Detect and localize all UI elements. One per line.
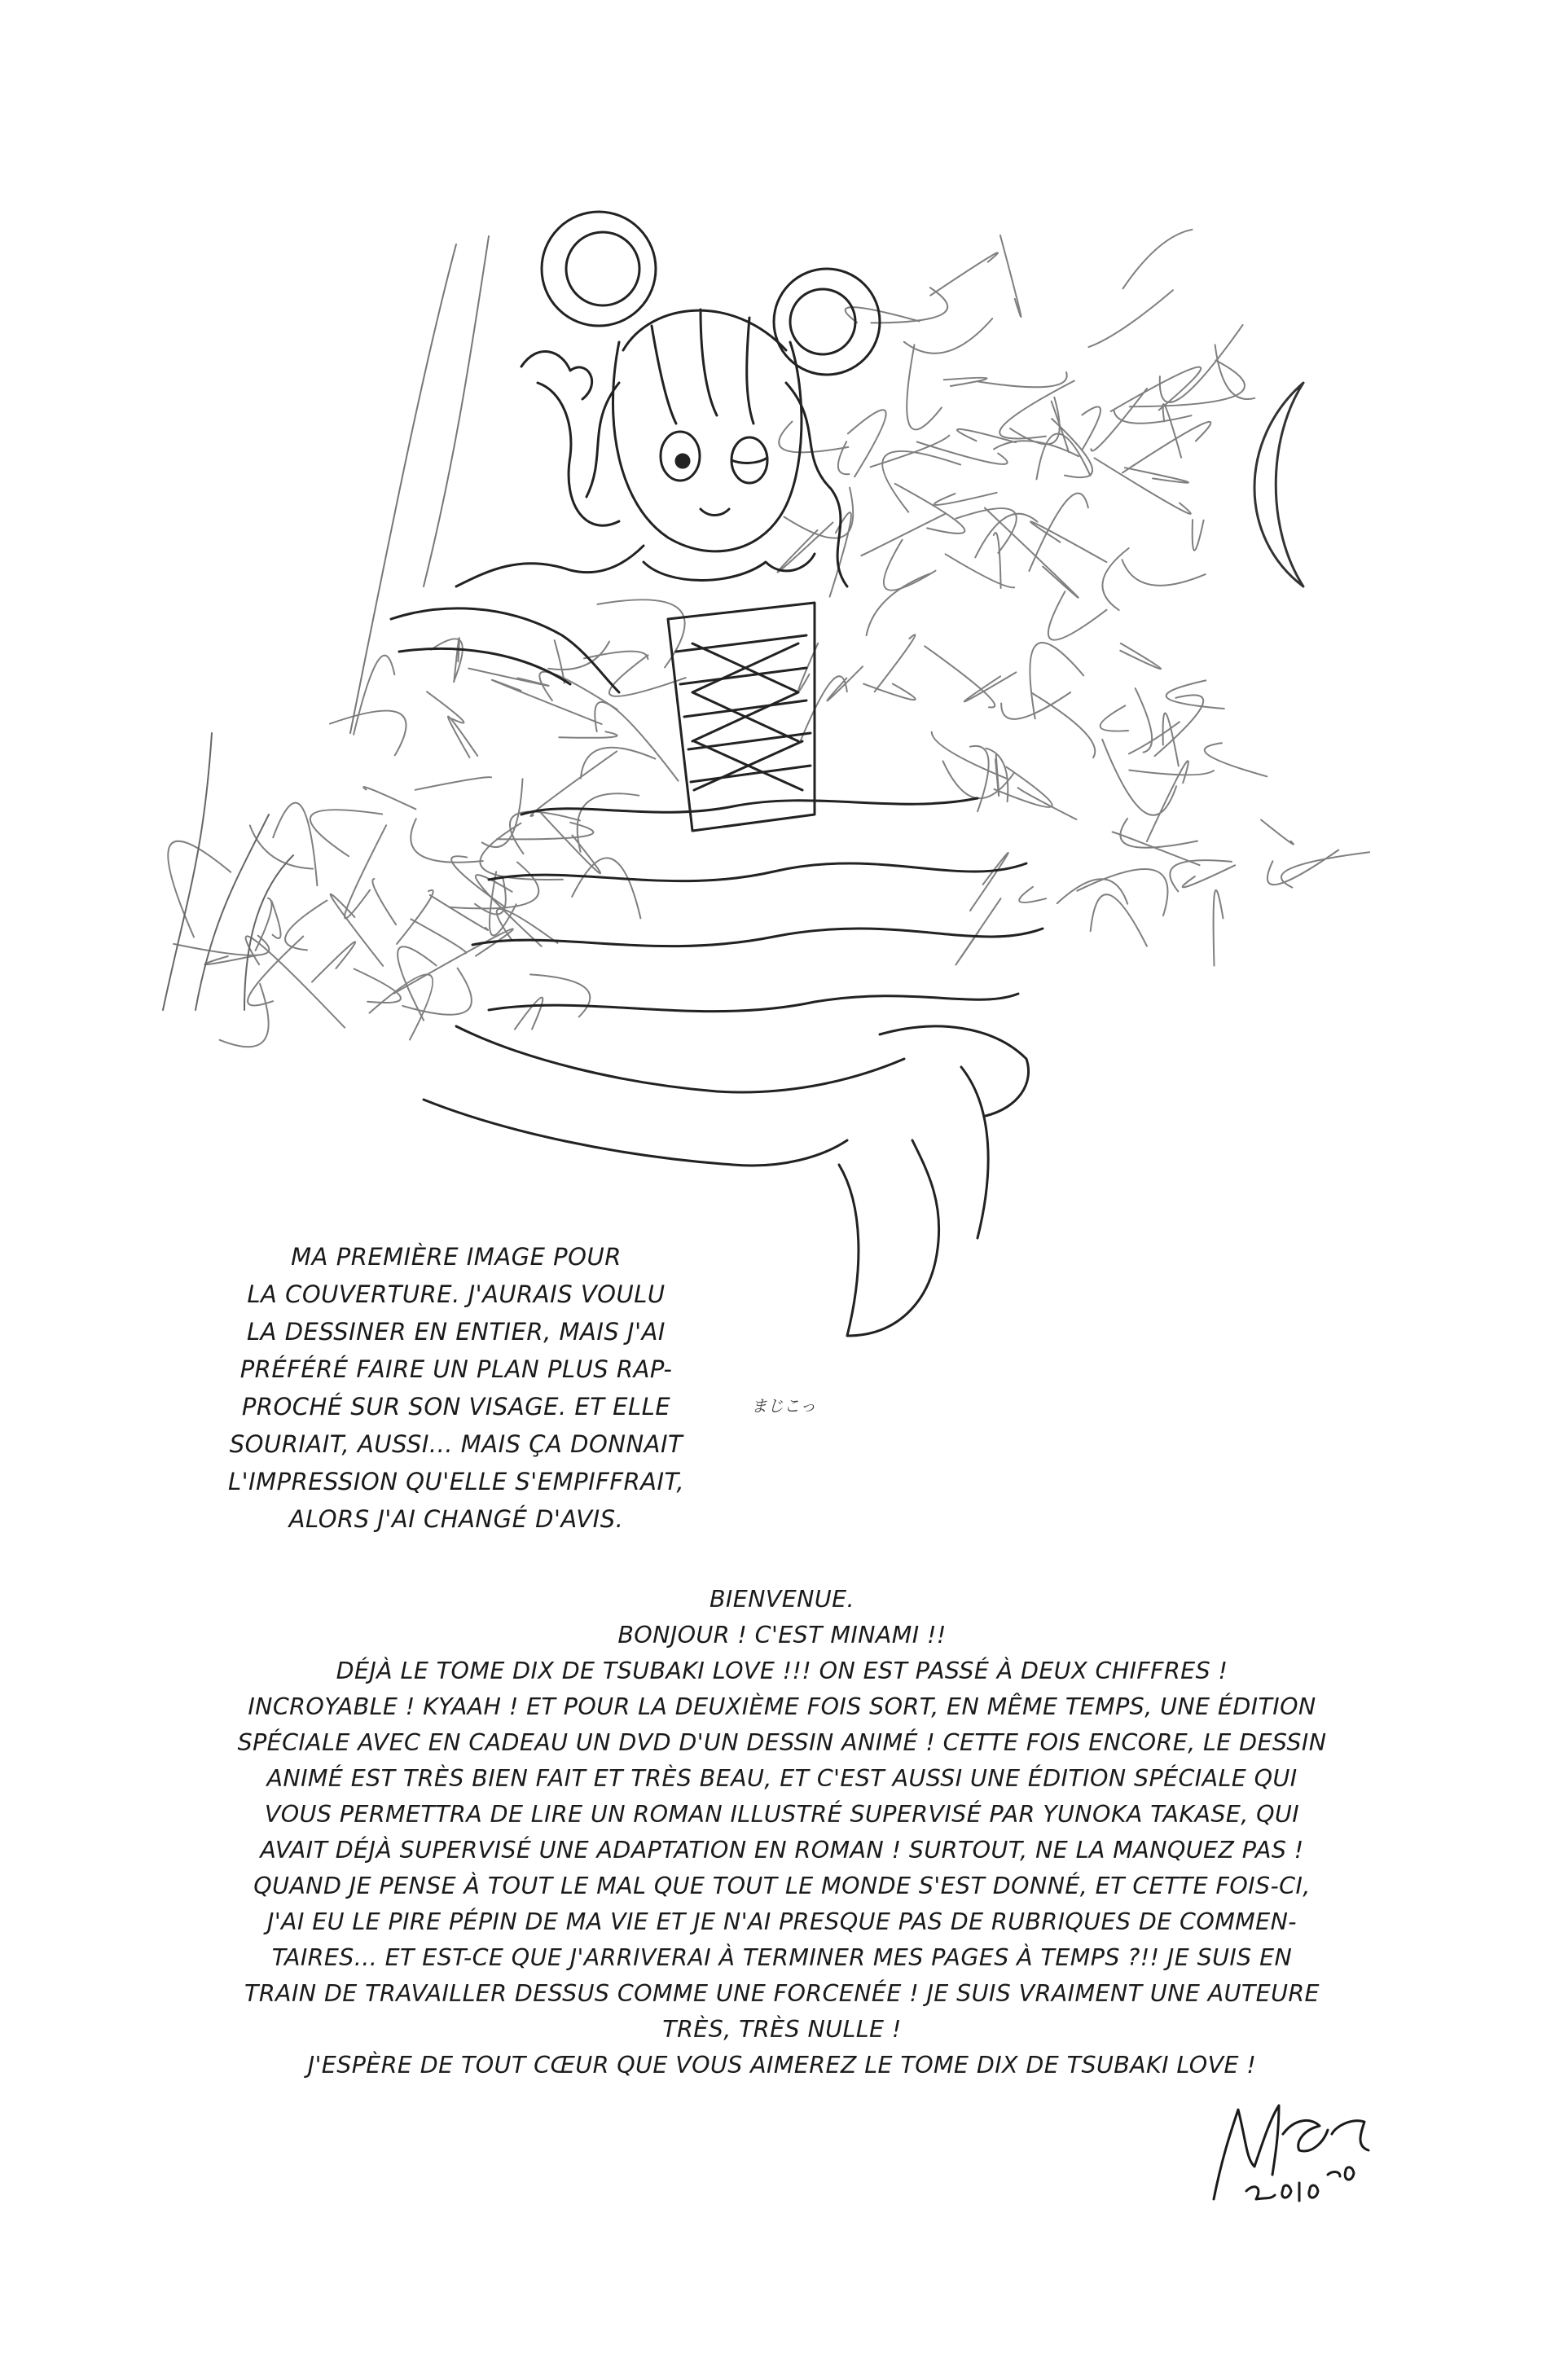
pencil-scribble-stroke <box>957 429 1016 442</box>
pencil-scribble-stroke <box>402 968 472 1015</box>
pencil-scribble-stroke <box>1170 860 1232 891</box>
pencil-scribble-stroke <box>1125 468 1188 482</box>
pencil-scribble-stroke <box>1193 520 1204 551</box>
pencil-scribble-stroke <box>539 811 600 873</box>
pencil-scribble-stroke <box>784 488 854 538</box>
pencil-scribble-stroke <box>595 702 678 781</box>
caption-line: L'IMPRESSION QU'ELLE S'EMPIFFRAIT, <box>227 1468 685 1495</box>
pencil-scribble-stroke <box>204 955 258 964</box>
pencil-scribble-stroke <box>1183 865 1235 887</box>
background-scribbles <box>168 230 1369 1047</box>
pencil-scribble-stroke <box>994 533 1001 588</box>
welcome-line: DÉJÀ LE TOME DIX DE TSUBAKI LOVE !!! ON EST PASSÉ À DEUX CHIFFRES ! <box>336 1658 1228 1684</box>
pencil-scribble-stroke <box>354 969 401 1003</box>
pencil-scribble-stroke <box>497 909 558 943</box>
pencil-scribble-stroke <box>1281 852 1369 887</box>
pencil-scribble-stroke <box>581 748 656 779</box>
pencil-scribble-stroke <box>411 819 483 862</box>
pencil-scribble-stroke <box>875 635 916 692</box>
pencil-scribble-stroke <box>530 751 617 816</box>
pencil-scribble-stroke <box>904 318 992 353</box>
pencil-scribble-stroke <box>1095 458 1191 514</box>
pencil-scribble-stroke <box>978 372 1067 387</box>
pencil-scribble-stroke <box>492 680 602 724</box>
pencil-scribble-stroke <box>1030 643 1083 718</box>
pencil-scribble-stroke <box>273 803 317 886</box>
caption-line: PROCHÉ SUR SON VISAGE. ET ELLE <box>241 1393 671 1421</box>
pencil-scribble-stroke <box>548 642 609 670</box>
pencil-scribble-stroke <box>925 646 995 707</box>
pencil-scribble-stroke <box>1205 743 1267 776</box>
pencil-scribble-stroke <box>934 493 997 505</box>
welcome-line: J'AI EU LE PIRE PÉPIN DE MA VIE ET JE N'AI PRESQUE PAS DE RUBRIQUES DE COMMEN- <box>267 1908 1297 1935</box>
pencil-scribble-stroke <box>930 252 998 295</box>
pencil-scribble-stroke <box>975 514 1037 558</box>
welcome-line: J'ESPÈRE DE TOUT CŒUR QUE VOUS AIMEREZ LE TOME DIX DE TSUBAKI LOVE ! <box>307 2052 1257 2079</box>
pencil-scribble-stroke <box>1129 771 1214 775</box>
pencil-scribble-stroke <box>1048 591 1107 639</box>
pencil-scribble-stroke <box>330 711 406 756</box>
pencil-scribble-stroke <box>970 746 989 811</box>
pencil-scribble-stroke <box>1155 695 1204 756</box>
pencil-scribble-stroke <box>1000 235 1021 317</box>
pencil-scribble-stroke <box>1261 820 1294 845</box>
pencil-scribble-stroke <box>584 652 648 660</box>
welcome-line: ANIMÉ EST TRÈS BIEN FAIT ET TRÈS BEAU, ET C'EST AUSSI UNE ÉDITION SPÉCIALE QUI <box>266 1765 1298 1792</box>
pencil-scribble-stroke <box>1091 894 1147 946</box>
pencil-scribble-stroke <box>515 998 543 1030</box>
sketch-margin-note: まじこっ <box>751 1396 816 1416</box>
caption-line: LA COUVERTURE. J'AURAIS VOULU <box>247 1280 666 1308</box>
pencil-scribble-stroke <box>1130 360 1245 406</box>
pencil-scribble-stroke <box>1113 832 1200 865</box>
pencil-scribble-stroke <box>1082 406 1101 449</box>
welcome-line: AVAIT DÉJÀ SUPERVISÉ UNE ADAPTATION EN ROMAN ! SURTOUT, NE LA MANQUEZ PAS ! <box>260 1837 1304 1864</box>
handwritten-signature-icon <box>1197 2085 1385 2215</box>
pencil-scribble-stroke <box>871 288 947 323</box>
pencil-scribble-stroke <box>559 731 617 737</box>
cover-note-caption <box>204 1238 709 1538</box>
pencil-scribble-stroke <box>430 895 489 930</box>
pencil-scribble-stroke <box>867 574 929 635</box>
pencil-scribble-stroke <box>946 554 1015 587</box>
girl-figure-icon <box>163 212 1303 1336</box>
welcome-line: SPÉCIALE AVEC EN CADEAU UN DVD D'UN DESSIN ANIMÉ ! CETTE FOIS ENCORE, LE DESSIN <box>237 1729 1327 1756</box>
pencil-scribble-stroke <box>1091 389 1147 451</box>
pencil-scribble-stroke <box>345 825 386 918</box>
pencil-scribble-stroke <box>956 898 1000 964</box>
welcome-line: TRÈS, TRÈS NULLE ! <box>662 2016 902 2043</box>
welcome-line: BIENVENUE. <box>709 1586 855 1613</box>
pencil-scribble-stroke <box>970 853 1008 911</box>
pencil-scribble-stroke <box>411 919 466 953</box>
welcome-line: BONJOUR ! C'EST MINAMI !! <box>617 1622 947 1649</box>
pencil-scribble-stroke <box>310 810 382 856</box>
welcome-message <box>147 1582 1417 2084</box>
pencil-scribble-stroke <box>907 345 942 429</box>
welcome-line: QUAND JE PENSE À TOUT LE MAL QUE TOUT LE MONDE S'EST DONNÉ, ET CETTE FOIS-CI, <box>253 1873 1311 1899</box>
pencil-scribble-stroke <box>1163 404 1182 458</box>
pencil-scribble-stroke <box>174 936 269 955</box>
welcome-line: INCROYABLE ! KYAAH ! ET POUR LA DEUXIÈME FOIS SORT, EN MÊME TEMPS, UNE ÉDITION <box>248 1693 1316 1720</box>
pencil-scribble-stroke <box>372 879 396 924</box>
pencil-scribble-stroke <box>415 777 491 790</box>
pencil-scribble-stroke <box>397 890 433 944</box>
pencil-scribble-stroke <box>363 787 415 809</box>
pencil-scribble-stroke <box>1120 819 1197 848</box>
pencil-scribble-stroke <box>370 974 433 1039</box>
pencil-scribble-stroke <box>272 901 281 938</box>
pencil-scribble-stroke <box>1122 560 1206 586</box>
caption-line: LA DESSINER EN ENTIER, MAIS J'AI <box>247 1318 666 1346</box>
crescent-moon-icon <box>1254 383 1303 586</box>
pencil-scribble-stroke <box>354 656 394 735</box>
pencil-scribble-stroke <box>1102 548 1128 610</box>
pencil-scribble-stroke <box>427 692 463 722</box>
pencil-scribble-stroke <box>1089 290 1173 347</box>
caption-line: MA PREMIÈRE IMAGE POUR <box>291 1243 622 1271</box>
caption-line: SOURIAIT, AUSSI... MAIS ÇA DONNAIT <box>229 1430 683 1458</box>
pencil-scribble-stroke <box>168 841 231 938</box>
pencil-scribble-stroke <box>468 669 548 686</box>
pencil-scribble-stroke <box>1114 411 1192 424</box>
welcome-line: VOUS PERMETTRA DE LIRE UN ROMAN ILLUSTRÉ SUPERVISÉ PAR YUNOKA TAKASE, QUI <box>264 1801 1300 1828</box>
pencil-scribble-stroke <box>1123 230 1193 289</box>
pencil-scribble-stroke <box>848 410 886 476</box>
pencil-scribble-stroke <box>285 901 327 951</box>
pencil-scribble-stroke <box>1267 850 1338 885</box>
pencil-scribble-stroke <box>482 779 523 847</box>
pencil-scribble-stroke <box>1120 643 1161 669</box>
pencil-scribble-stroke <box>312 942 355 981</box>
pencil-scribble-stroke <box>1018 788 1077 819</box>
welcome-line: TRAIN DE TRAVAILLER DESSUS COMME UNE FORCENÉE ! JE SUIS VRAIMENT UNE AUTEURE <box>244 1980 1320 2007</box>
pencil-scribble-stroke <box>246 936 345 1027</box>
pencil-scribble-stroke <box>1129 722 1180 753</box>
pencil-scribble-stroke <box>861 514 945 555</box>
welcome-line: TAIRES... ET EST-CE QUE J'ARRIVERAI À TERMINER MES PAGES À TEMPS ?!! JE SUIS EN <box>271 1944 1293 1971</box>
pencil-scribble-stroke <box>572 858 640 918</box>
pencil-scribble-stroke <box>1101 705 1128 731</box>
pencil-scribble-stroke <box>779 422 848 453</box>
caption-line: PRÉFÉRÉ FAIRE UN PLAN PLUS RAP- <box>239 1355 673 1383</box>
pencil-scribble-stroke <box>1019 887 1046 902</box>
pencil-scribble-stroke <box>1037 433 1091 479</box>
caption-line: ALORS J'AI CHANGÉ D'AVIS. <box>288 1505 624 1533</box>
pencil-scribble-stroke <box>863 684 916 700</box>
pencil-scribble-stroke <box>248 937 303 1006</box>
pencil-scribble-stroke <box>1122 422 1210 472</box>
pencil-scribble-stroke <box>578 793 639 851</box>
pencil-scribble-stroke <box>1163 713 1179 766</box>
pencil-scribble-stroke <box>394 929 513 993</box>
pencil-scribble-stroke <box>1032 693 1095 757</box>
pencil-scribble-stroke <box>1214 890 1224 966</box>
